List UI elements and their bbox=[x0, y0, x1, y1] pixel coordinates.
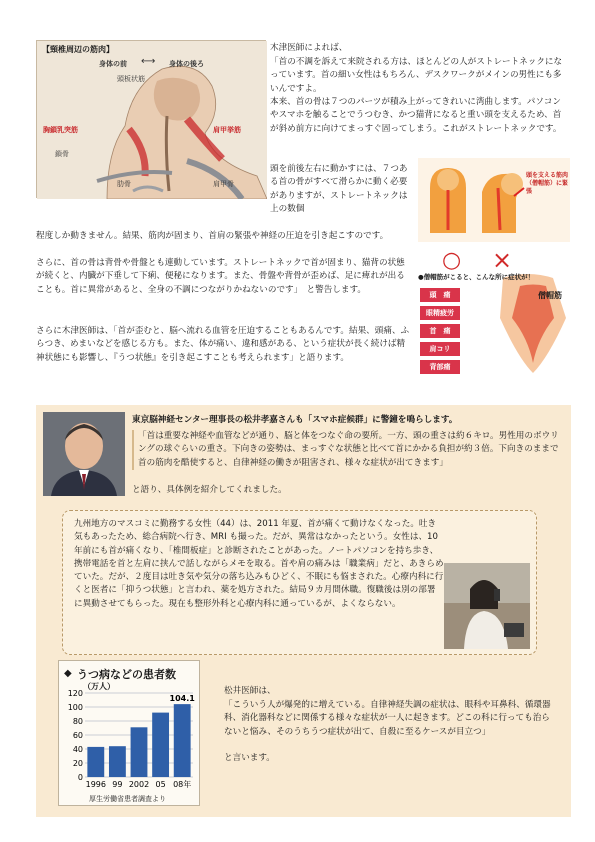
x-tick-label: 08年 bbox=[173, 780, 192, 789]
front-label: 身体の前 bbox=[99, 60, 127, 68]
bar bbox=[152, 713, 169, 777]
doctor-portrait bbox=[43, 412, 125, 496]
closing-3: と言います。 bbox=[224, 753, 275, 763]
arrow-icon: ⟷ bbox=[141, 56, 156, 67]
matsui-quote: 「首は重要な神経や血管などが通り、脳と体をつなぐ命の要所。一方、頭の重さは約６キロ。男性用のボウリングの球ぐらいの重さ。下向きの姿勢は、まっすぐな状態と比べて首にかかる負担が約３倍。下向きのままで首の筋肉を酷使すると、自律神経の働きが阻害され、様々な症状が出てきます」 bbox=[132, 430, 562, 470]
x-tick-label: 05 bbox=[155, 780, 166, 789]
intro-para-1: 木津医師によれば、 bbox=[270, 43, 348, 53]
neck-muscle-figure bbox=[36, 40, 266, 198]
symptom-neck-pain: 首 痛 bbox=[420, 324, 460, 338]
symptom-headache: 頭 痛 bbox=[420, 288, 460, 302]
chart-bullet-icon: ◆ bbox=[64, 668, 72, 679]
bar-value-label: 104.1 bbox=[169, 694, 195, 704]
chart-title: うつ病などの患者数 bbox=[77, 668, 176, 681]
intro-para-5: 程度しか動きません。結果、筋肉が固まり、首肩の緊張や神経の圧迫を引き起こすのです。 bbox=[36, 231, 389, 241]
intro-para-4: 頭を前後左右に動かすには、７つある首の骨がすべて滑らかに動く必要がありますが、ストレートネックは上の数個 bbox=[270, 164, 408, 214]
symptom-stiff-shoulder: 肩コリ bbox=[420, 342, 460, 356]
x-tick-label: 2002 bbox=[128, 780, 150, 789]
matsui-lead: 東京脳神経センター理事長の松井孝嘉さんも「スマホ症候群」に警鐘を鳴らします。 bbox=[132, 415, 458, 425]
label-splenius: 頭板状筋 bbox=[117, 75, 145, 83]
tension-callout: 頭を支える筋肉（僧帽筋）に緊張 bbox=[526, 172, 569, 195]
back-label: 身体の後ろ bbox=[169, 60, 204, 68]
figure-title: 【頸椎周辺の筋肉】 bbox=[42, 45, 114, 54]
chart-plot bbox=[59, 661, 201, 807]
symptom-back-pain: 背部痛 bbox=[420, 360, 460, 374]
y-tick-label: 60 bbox=[72, 731, 83, 740]
y-tick-label: 120 bbox=[67, 689, 83, 698]
y-tick-label: 40 bbox=[72, 745, 83, 754]
label-clavicle: 鎖骨 bbox=[55, 150, 69, 158]
trapezius-label: 僧帽筋 bbox=[538, 291, 562, 300]
woman-on-phone-photo bbox=[444, 563, 530, 649]
y-tick-label: 100 bbox=[67, 703, 83, 712]
y-tick-label: 20 bbox=[72, 759, 83, 768]
y-tick-label: 0 bbox=[77, 773, 83, 782]
y-tick-label: 80 bbox=[72, 717, 83, 726]
posture-figure bbox=[418, 158, 570, 376]
intro-para-2: 「首の不調を訴えて来院される方は、ほとんどの人がストレートネックになっています。首の細い女性はもちろん、デスクワークがメインの男性にも多いんですよ。 bbox=[270, 57, 563, 94]
intro-para-6: さらに、首の骨は背骨や骨盤とも連動しています。ストレートネックで首が固まり、猫背の状態が続くと、内臓が下垂して下痢、便秘になります。また、骨盤や背骨が歪めば、足に痺れが出ることも。首に異常があると、全身の不調につながりかねないのです」 と警告します。 bbox=[36, 258, 405, 295]
bar bbox=[87, 747, 104, 777]
chart-source: 厚生労働省患者調査より bbox=[89, 795, 166, 803]
case-photo bbox=[444, 563, 530, 649]
x-tick-label: 99 bbox=[112, 780, 123, 789]
bar bbox=[131, 727, 148, 777]
label-levator-scapulae: 肩甲挙筋 bbox=[213, 126, 241, 134]
doctor-photo bbox=[43, 412, 125, 496]
bar bbox=[174, 704, 191, 777]
intro-para-7: さらに木津医師は、「首が歪むと、脳へ流れる血管を圧迫することもあるんです。結果、頭痛、ふらつき、めまいなどを感じる方も。また、体が痛い、違和感がある、という症状が長く続けば精神状態にも影響し、『うつ状態』を引き起こすことも考えられます」と語ります。 bbox=[36, 326, 410, 363]
symptom-eyestrain: 眼精疲労 bbox=[420, 306, 460, 320]
closing-1: 松井医師は、 bbox=[224, 686, 276, 696]
case-study-text: 九州地方のマスコミに勤務する女性（44）は、2011 年夏、首が痛くて動けなくなった。吐き気もあったため、総合病院へ行き、MRI も撮った。だが、異常はなかったという。女性は、10 年前にも首が痛くなり、「椎間板症」と診断されたことがあった。ノートパソコンを持ち歩き、携帯電話を首と左肩に挟んで話しながらメモを取る。首や肩の痛みは「職業病」だと、あきらめていた。だが、２度目は吐き気や気分の落ち込みもひどく、不眠にも悩まされた。心療内科に行くと医者に「抑うつ状態」と言われ、薬を処方された。結局９カ月間休職。復職後は別の部署に異動させてもらった。現在も整形外科と心療内科に通っているが、よくならない。 bbox=[74, 519, 444, 609]
intro-para-3: 本来、首の骨は７つのパーツが積み上がってきれいに湾曲します。パソコンやスマホを触ることでうつむき、かつ猫背になると重い頭を支えるため、首が斜め前方に向けてまっすぐ固ってしまう。これがストレートネックです。 bbox=[270, 97, 562, 134]
x-tick-label: 1996 bbox=[85, 780, 106, 789]
depression-patients-chart bbox=[58, 660, 200, 806]
good-mark: ○ bbox=[442, 248, 462, 273]
bar bbox=[109, 746, 126, 777]
bad-mark: × bbox=[492, 246, 513, 274]
label-sternocleidomastoid: 胸鎖乳突筋 bbox=[43, 126, 78, 134]
label-scapula: 肩甲骨 bbox=[213, 180, 234, 188]
label-ribs: 肋骨 bbox=[117, 180, 131, 188]
closing-2: 「こういう人が爆発的に増えている。自律神経失調の症状は、眼科や耳鼻科、循環器科、消化器科などに関係する様々な症状が一人に起きます。どこの科に行っても治らないと悩み、そのうちうつ症状が出て、自殺に至るケースが目立つ」 bbox=[224, 700, 551, 737]
chart-unit: （万人） bbox=[83, 682, 115, 691]
symptom-header: ●僧帽筋がこると、こんな所に症状が！ bbox=[418, 273, 535, 281]
matsui-tail: と語り、具体例を紹介してくれました。 bbox=[132, 485, 287, 495]
